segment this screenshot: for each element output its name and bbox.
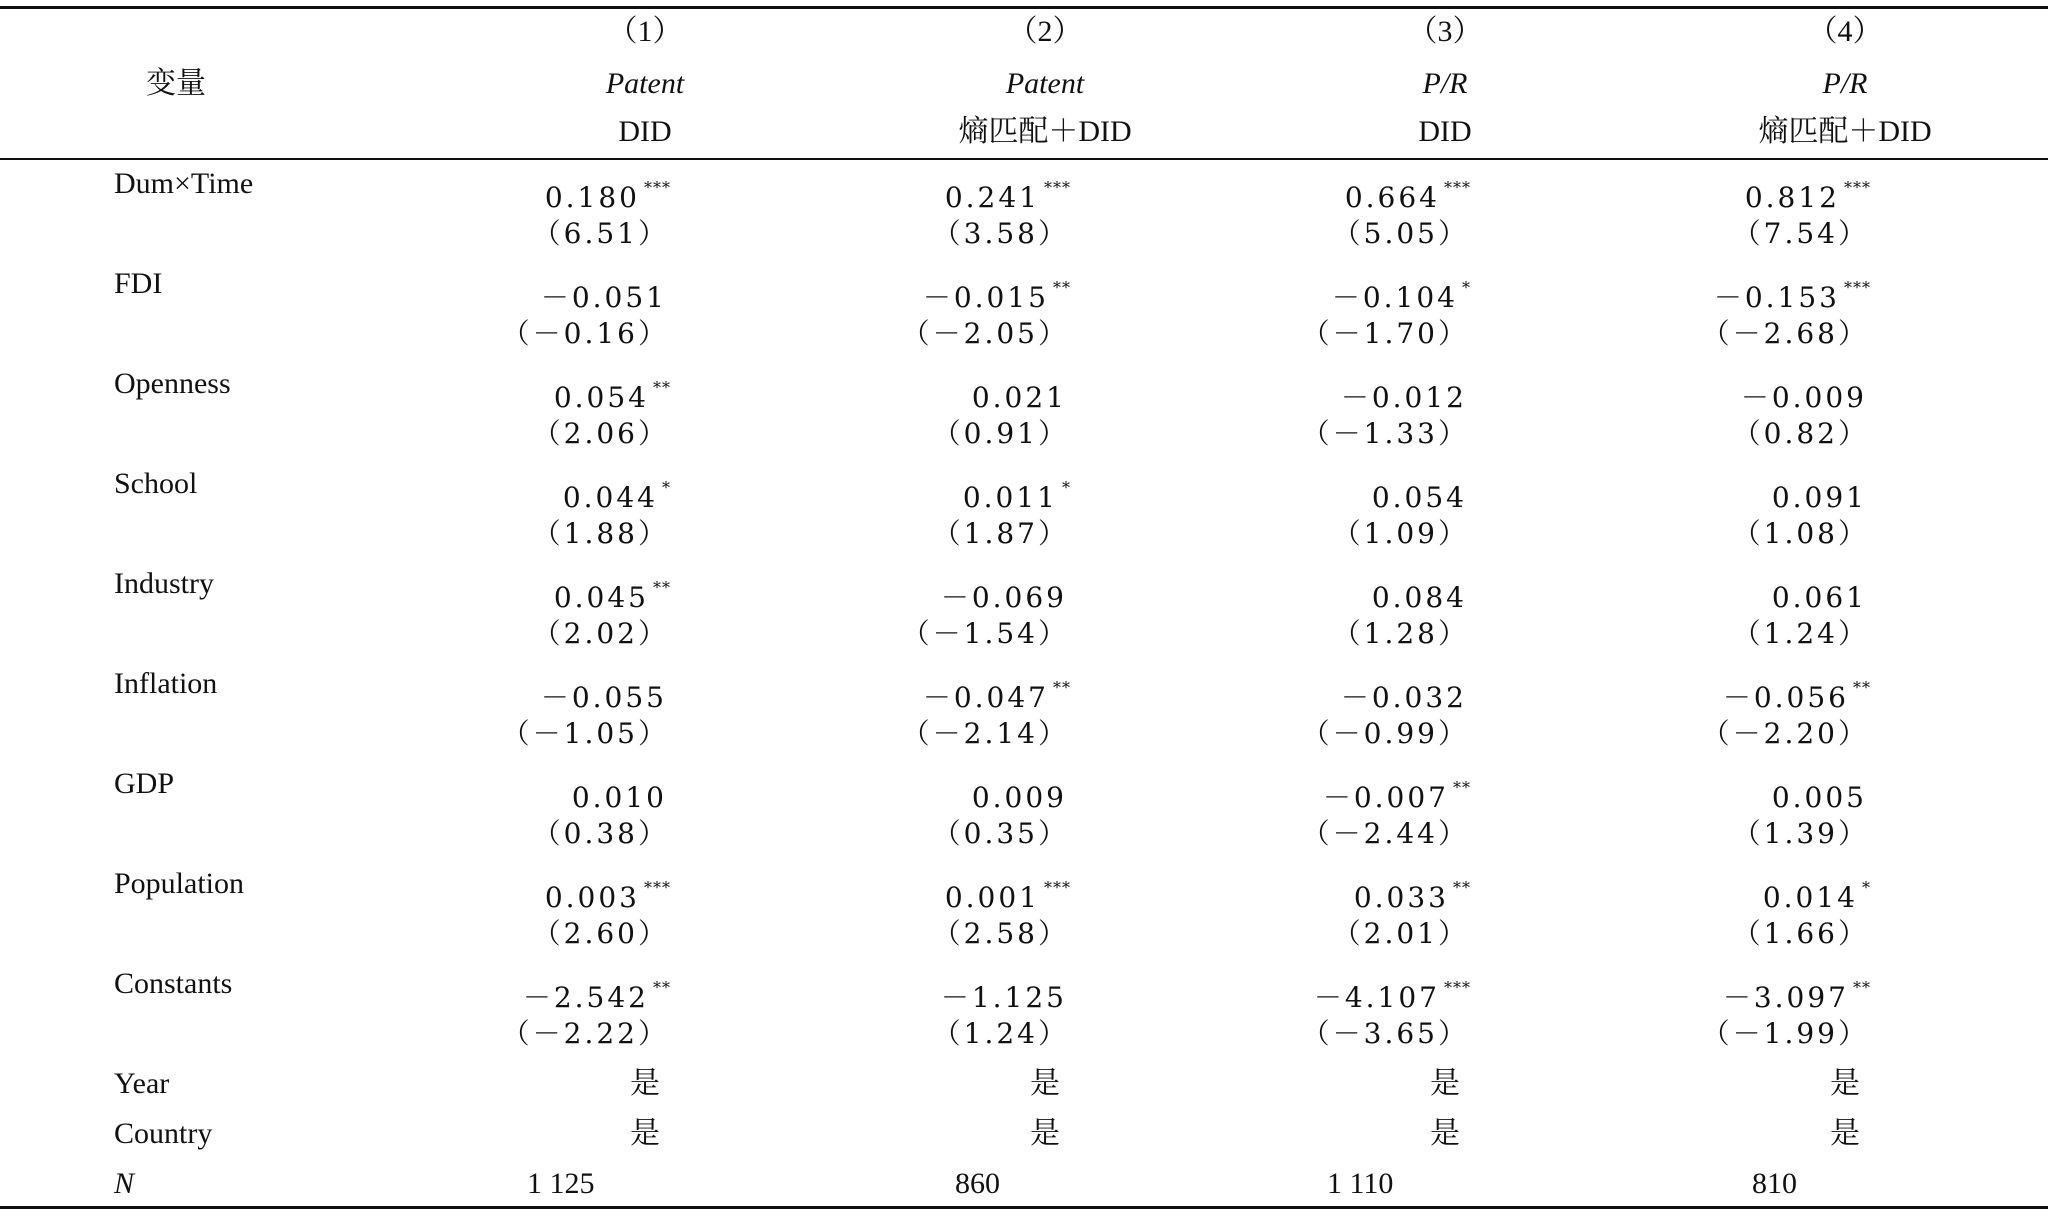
t-statistic: （－1.33）: [1301, 417, 1469, 450]
t-statistic: （1.88）: [532, 517, 669, 550]
t-statistic: （－2.44）: [1301, 817, 1469, 850]
control-value: 是: [1430, 1117, 1460, 1150]
coefficient-value: 0.664: [1344, 181, 1440, 214]
coefficient-value: 0.011: [962, 481, 1058, 514]
coefficient-cell: [1323, 770, 1471, 816]
column-method-3: DID: [1418, 115, 1472, 148]
coefficient-cell: [1332, 270, 1471, 316]
coefficient-value: －0.015: [922, 281, 1049, 314]
coefficient-value: 0.044: [562, 481, 658, 514]
coefficient-value: －0.032: [1340, 681, 1467, 714]
t-statistic: （－2.68）: [1701, 317, 1869, 350]
significance-stars: ***: [1444, 178, 1471, 197]
observation-count: 1 125: [527, 1167, 595, 1200]
row-label: GDP: [114, 767, 175, 800]
coefficient-value: －0.007: [1322, 781, 1449, 814]
coefficient-cell: [923, 670, 1071, 716]
coefficient-value: 0.812: [1744, 181, 1840, 214]
significance-stars: ***: [1844, 178, 1871, 197]
coefficient-value: 0.010: [571, 781, 667, 814]
significance-stars: ***: [1444, 978, 1471, 997]
row-label: Openness: [114, 367, 231, 400]
t-statistic: （1.24）: [932, 1017, 1069, 1050]
coefficient-cell: [1372, 470, 1471, 516]
control-value: 是: [1030, 1117, 1060, 1150]
column-dependent-4: P/R: [1822, 67, 1868, 100]
significance-stars: **: [653, 578, 671, 597]
coefficient-value: －0.009: [1740, 381, 1867, 414]
coefficient-cell: [545, 170, 671, 216]
coefficient-value: 0.033: [1353, 881, 1449, 914]
t-statistic: （－2.05）: [901, 317, 1069, 350]
coefficient-cell: [541, 670, 671, 716]
t-statistic: （2.60）: [532, 917, 669, 950]
coefficient-cell: [545, 870, 671, 916]
row-label: FDI: [114, 267, 163, 300]
coefficient-value: 0.001: [944, 881, 1040, 914]
coefficient-cell: [923, 270, 1071, 316]
coefficient-value: －0.104: [1331, 281, 1458, 314]
coefficient-value: 0.009: [971, 781, 1067, 814]
significance-stars: **: [1053, 278, 1071, 297]
t-statistic: （－1.99）: [1701, 1017, 1869, 1050]
t-statistic: （1.66）: [1732, 917, 1869, 950]
t-statistic: （－1.54）: [901, 617, 1069, 650]
significance-stars: **: [1853, 978, 1871, 997]
t-statistic: （3.58）: [932, 217, 1069, 250]
control-label: Country: [114, 1117, 213, 1150]
coefficient-cell: [945, 870, 1071, 916]
coefficient-value: －1.125: [940, 981, 1067, 1014]
coefficient-value: －0.153: [1713, 281, 1840, 314]
t-statistic: （－1.70）: [1301, 317, 1469, 350]
t-statistic: （－3.65）: [1301, 1017, 1469, 1050]
coefficient-cell: [972, 370, 1071, 416]
coefficient-cell: [554, 370, 671, 416]
coefficient-cell: [1763, 870, 1871, 916]
t-statistic: （2.58）: [932, 917, 1069, 950]
coefficient-cell: [1314, 970, 1471, 1016]
coefficient-cell: [563, 470, 671, 516]
column-number-3: （3）: [1407, 15, 1483, 48]
control-value: 是: [1430, 1067, 1460, 1100]
significance-stars: **: [653, 378, 671, 397]
coefficient-cell: [972, 770, 1071, 816]
column-number-2: （2）: [1007, 15, 1083, 48]
control-value: 是: [630, 1117, 660, 1150]
coefficient-value: －0.069: [940, 581, 1067, 614]
coefficient-cell: [1345, 170, 1471, 216]
control-value: 是: [1030, 1067, 1060, 1100]
coefficient-value: 0.061: [1771, 581, 1867, 614]
coefficient-value: －0.055: [540, 681, 667, 714]
coefficient-value: 0.005: [1771, 781, 1867, 814]
control-value: 是: [630, 1067, 660, 1100]
column-method-2: 熵匹配＋DID: [958, 115, 1132, 148]
t-statistic: （0.91）: [932, 417, 1069, 450]
significance-stars: **: [653, 978, 671, 997]
significance-stars: *: [1862, 878, 1871, 897]
coefficient-value: 0.241: [944, 181, 1040, 214]
control-value: 是: [1830, 1117, 1860, 1150]
column-number-4: （4）: [1807, 15, 1883, 48]
column-dependent-2: Patent: [1005, 67, 1085, 100]
coefficient-value: 0.091: [1771, 481, 1867, 514]
coefficient-value: －0.047: [922, 681, 1049, 714]
coefficient-cell: [1772, 570, 1871, 616]
coefficient-cell: [1745, 170, 1871, 216]
observation-count: 1 110: [1327, 1167, 1394, 1200]
significance-stars: ***: [1044, 178, 1071, 197]
coefficient-value: 0.180: [544, 181, 640, 214]
coefficient-cell: [1772, 770, 1871, 816]
column-method-4: 熵匹配＋DID: [1758, 115, 1932, 148]
observation-count: 810: [1752, 1167, 1797, 1200]
t-statistic: （－2.20）: [1701, 717, 1869, 750]
coefficient-value: －0.056: [1722, 681, 1849, 714]
significance-stars: **: [1453, 878, 1471, 897]
column-method-1: DID: [618, 115, 672, 148]
t-statistic: （－0.16）: [501, 317, 669, 350]
t-statistic: （2.01）: [1332, 917, 1469, 950]
coefficient-cell: [1714, 270, 1871, 316]
coefficient-value: 0.054: [553, 381, 649, 414]
t-statistic: （－2.22）: [501, 1017, 669, 1050]
row-label: Population: [114, 867, 245, 900]
coefficient-cell: [523, 970, 671, 1016]
t-statistic: （0.35）: [932, 817, 1069, 850]
t-statistic: （2.06）: [532, 417, 669, 450]
coefficient-value: －0.051: [540, 281, 667, 314]
coefficient-cell: [541, 270, 671, 316]
t-statistic: （1.39）: [1732, 817, 1869, 850]
column-number-1: （1）: [607, 15, 683, 48]
t-statistic: （－0.99）: [1301, 717, 1469, 750]
coefficient-value: 0.045: [553, 581, 649, 614]
t-statistic: （1.09）: [1332, 517, 1469, 550]
significance-stars: *: [1062, 478, 1071, 497]
coefficient-value: －3.097: [1722, 981, 1849, 1014]
coefficient-value: －4.107: [1313, 981, 1440, 1014]
control-label: Year: [114, 1067, 170, 1100]
row-label: School: [114, 467, 198, 500]
t-statistic: （5.05）: [1332, 217, 1469, 250]
coefficient-cell: [1372, 570, 1471, 616]
t-statistic: （6.51）: [532, 217, 669, 250]
bottom-rule: [0, 1206, 2048, 1209]
significance-stars: *: [1462, 278, 1471, 297]
observation-count: 860: [955, 1167, 1000, 1200]
coefficient-cell: [1723, 670, 1871, 716]
significance-stars: **: [1853, 678, 1871, 697]
t-statistic: （1.87）: [932, 517, 1069, 550]
top-rule: [0, 6, 2048, 9]
coefficient-cell: [963, 470, 1071, 516]
coefficient-cell: [1341, 370, 1471, 416]
row-label: Inflation: [114, 667, 218, 700]
significance-stars: **: [1053, 678, 1071, 697]
t-statistic: （1.28）: [1332, 617, 1469, 650]
coefficient-cell: [572, 770, 671, 816]
coefficient-cell: [1341, 670, 1471, 716]
row-label: Dum×Time: [114, 167, 254, 200]
significance-stars: ***: [644, 878, 671, 897]
significance-stars: ***: [1044, 878, 1071, 897]
coefficient-cell: [941, 570, 1071, 616]
significance-stars: ***: [644, 178, 671, 197]
significance-stars: ***: [1844, 278, 1871, 297]
t-statistic: （2.02）: [532, 617, 669, 650]
column-dependent-1: Patent: [605, 67, 685, 100]
coefficient-value: 0.021: [971, 381, 1067, 414]
coefficient-value: 0.084: [1371, 581, 1467, 614]
significance-stars: **: [1453, 778, 1471, 797]
column-dependent-3: P/R: [1422, 67, 1468, 100]
coefficient-cell: [941, 970, 1071, 1016]
coefficient-value: －2.542: [522, 981, 649, 1014]
n-label: N: [114, 1167, 135, 1200]
coefficient-cell: [1354, 870, 1471, 916]
stub-header: 变量: [146, 67, 206, 100]
coefficient-cell: [1723, 970, 1871, 1016]
t-statistic: （1.08）: [1732, 517, 1869, 550]
coefficient-cell: [945, 170, 1071, 216]
coefficient-cell: [1741, 370, 1871, 416]
t-statistic: （0.38）: [532, 817, 669, 850]
t-statistic: （1.24）: [1732, 617, 1869, 650]
t-statistic: （－1.05）: [501, 717, 669, 750]
t-statistic: （7.54）: [1732, 217, 1869, 250]
t-statistic: （－2.14）: [901, 717, 1069, 750]
header-rule: [0, 158, 2048, 160]
coefficient-value: －0.012: [1340, 381, 1467, 414]
coefficient-cell: [554, 570, 671, 616]
significance-stars: *: [662, 478, 671, 497]
coefficient-cell: [1772, 470, 1871, 516]
coefficient-value: 0.054: [1371, 481, 1467, 514]
row-label: Industry: [114, 567, 214, 600]
control-value: 是: [1830, 1067, 1860, 1100]
coefficient-value: 0.003: [544, 881, 640, 914]
coefficient-value: 0.014: [1762, 881, 1858, 914]
row-label: Constants: [114, 967, 233, 1000]
t-statistic: （0.82）: [1732, 417, 1869, 450]
